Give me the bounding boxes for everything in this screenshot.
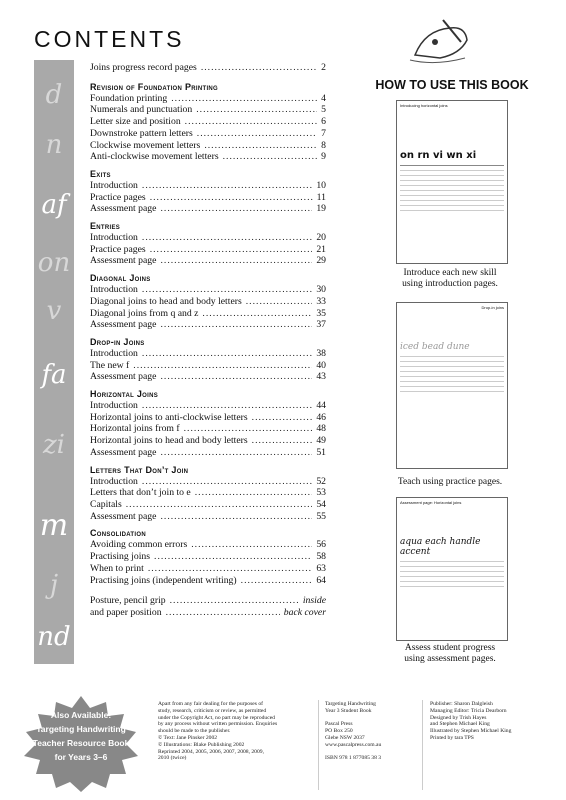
strip-letter: n [45, 130, 63, 160]
caption-line: Teach using practice pages. [397, 477, 503, 487]
toc-entry-label: Capitals [90, 498, 122, 510]
toc-section [90, 389, 326, 459]
toc-entry [90, 360, 326, 372]
thumbnail-sample: aqua each handle accent [400, 537, 481, 557]
toc-entry [90, 487, 326, 499]
toc-entry [90, 140, 326, 152]
caption-line: using introduction pages. [402, 279, 498, 289]
imprint-line: Publisher: Sharon Dalgleish [430, 701, 493, 707]
toc-entry-label: Joins progress record pages [90, 62, 197, 73]
toc-entry [90, 244, 326, 256]
toc-entry-label: Clockwise movement letters [90, 139, 201, 151]
toc-entry-page: 20 [316, 232, 326, 244]
toc-entry-page: 38 [316, 347, 326, 359]
toc-entry-label: Assessment page [90, 319, 157, 331]
toc-entry-page: 55 [316, 510, 326, 522]
toc-entry [90, 319, 326, 331]
toc-entry-page: 8 [321, 139, 326, 151]
toc-entry-page: 10 [316, 179, 326, 191]
toc-entry-label: Downstroke pattern letters [90, 127, 193, 139]
toc-entry [90, 371, 326, 383]
toc-entry [90, 435, 326, 447]
toc-entry-label: Introduction [90, 347, 138, 359]
posture-entry [90, 595, 326, 618]
toc-entry-page: 5 [321, 104, 326, 116]
toc-section [90, 528, 326, 586]
toc-entry-label: Assessment page [90, 446, 157, 458]
imprint-line: and Stephen Michael King [430, 721, 490, 728]
imprint-line: Reprinted 2004, 2005, 2006, 2007, 2008, 2009, [158, 748, 264, 755]
imprint-line: study, research, criticism or review, as permitted [158, 707, 267, 714]
imprint-line: Designed by Trish Hayes [430, 714, 487, 721]
toc-entry [90, 151, 326, 163]
toc-entry-page: 48 [316, 423, 326, 435]
pen-mascot-logo [395, 10, 485, 70]
toc-entry [90, 499, 326, 511]
toc-entry [90, 412, 326, 424]
toc-entry [90, 128, 326, 140]
toc-entry-page: 2 [321, 62, 326, 73]
toc-entry-label: Assessment page [90, 510, 157, 522]
strip-letter: m [39, 508, 69, 543]
thumbnail-caption [380, 643, 520, 665]
toc-entry-page: 6 [321, 116, 326, 128]
toc-entry-label: Assessment page [90, 203, 157, 215]
toc-entry-page: 29 [316, 255, 326, 267]
toc-entry-page: 44 [316, 400, 326, 412]
strip-letter: v [46, 296, 62, 326]
strip-letter: j [49, 570, 59, 600]
toc-entry-page: 51 [316, 446, 326, 458]
toc-section-title: Diagonal Joins [90, 273, 151, 284]
toc-section-title: Revision of Foundation Printing [90, 81, 219, 92]
toc-entry-page: 30 [316, 284, 326, 296]
promo-line: Also Available! [50, 710, 112, 720]
toc-entry-label: Numerals and punctuation [90, 104, 193, 116]
promo-line: Targeting Handwriting [36, 724, 126, 734]
page-title: CONTENTS [34, 26, 185, 52]
toc-entry-page: 35 [316, 307, 326, 319]
toc-section [90, 273, 326, 331]
toc-entry-label: When to print [90, 562, 144, 574]
toc-entry-page: 52 [316, 475, 326, 487]
toc-entry-page: 19 [316, 203, 326, 215]
toc-entry [90, 400, 326, 412]
toc-entry-label: Foundation printing [90, 92, 168, 104]
toc-entry-label: Horizontal joins to anti-clockwise letters [90, 411, 248, 423]
table-of-contents [90, 62, 326, 619]
thumbnail-header: Drop-in joins [481, 305, 504, 310]
toc-entry-label: Practice pages [90, 191, 146, 203]
toc-entry-label: Assessment page [90, 371, 157, 383]
toc-entry [90, 203, 326, 215]
imprint-line: Managing Editor: Tricia Dearborn [430, 707, 507, 714]
cursive-letters-strip [34, 60, 74, 664]
toc-section-title: Entries [90, 221, 121, 232]
toc-entry-label: Introduction [90, 475, 138, 487]
toc-entry-page: 43 [316, 371, 326, 383]
imprint-line: ISBN 978 1 877085 38 3 [325, 755, 382, 762]
thumbnail-sample: on rn vi wn xi [400, 150, 477, 161]
imprint-line: Apart from any fair dealing for the purposes of [158, 701, 264, 707]
toc-entry [90, 232, 326, 244]
copyright-notice [158, 701, 277, 762]
toc-section [90, 337, 326, 383]
thumbnail-header: Assessment page: Horizontal joins [400, 500, 462, 505]
imprint-line: © Text: Jane Pinsker 2002 [158, 734, 218, 741]
toc-entry [90, 180, 326, 192]
toc-entry-label: Introduction [90, 284, 138, 296]
toc-entry-page: inside [302, 595, 326, 607]
toc-entry [90, 296, 326, 308]
strip-letter: d [45, 80, 63, 110]
toc-entry [90, 62, 326, 74]
toc-entry-page: 63 [316, 562, 326, 574]
toc-entry-label: Introduction [90, 179, 138, 191]
toc-entry-label: Introduction [90, 400, 138, 412]
imprint-line: © Illustrations: Blake Publishing 2002 [158, 741, 245, 748]
toc-entry-label: Practice pages [90, 243, 146, 255]
credits [430, 701, 511, 742]
toc-entry [90, 255, 326, 267]
toc-entry-page: 7 [321, 127, 326, 139]
caption-line: using assessment pages. [404, 654, 496, 664]
toc-entry [90, 539, 326, 551]
toc-entry-label: Diagonal joins from q and z [90, 307, 199, 319]
toc-section [90, 169, 326, 215]
toc-entry-label: and paper position [90, 606, 162, 618]
toc-entry-page: 4 [321, 92, 326, 104]
imprint-line: PO Box 250 [325, 728, 353, 735]
toc-entry-page: 46 [316, 411, 326, 423]
caption-line: Introduce each new skill [403, 268, 497, 278]
toc-entry-label: Practising joins (independent writing) [90, 574, 237, 586]
toc-entry-page: back cover [283, 606, 326, 618]
toc-entry-label: The new f [90, 359, 130, 371]
toc-entry [90, 284, 326, 296]
imprint-line: www.pascalpress.com.au [325, 741, 382, 748]
strip-letter: on [37, 248, 71, 278]
toc-entry-label: Anti-clockwise movement letters [90, 151, 219, 163]
thumbnail-sample: iced bead dune [400, 342, 470, 352]
toc-entry [90, 308, 326, 320]
toc-entry [90, 563, 326, 575]
toc-entry-page: 9 [321, 151, 326, 163]
imprint-line: Year 3 Student Book [325, 707, 372, 714]
practice-page-thumbnail [396, 302, 508, 469]
toc-entry-page: 58 [316, 551, 326, 563]
toc-entry-label: Diagonal joins to head and body letters [90, 295, 242, 307]
toc-entry [90, 116, 326, 128]
toc-section-title: Horizontal Joins [90, 389, 159, 400]
toc-entry-label: Horizontal joins from f [90, 423, 180, 435]
imprint-line: by any process without written permission. Enquiries [158, 721, 278, 728]
toc-entry [90, 104, 326, 116]
toc-entry [90, 423, 326, 435]
imprint-line: Glebe NSW 2037 [325, 734, 365, 741]
toc-entry [90, 551, 326, 563]
toc-entry [90, 575, 326, 587]
imprint-line: 2010 (twice) [158, 755, 187, 762]
thumbnail-header: Introducing horizontal joins [400, 103, 448, 108]
thumbnail-caption [380, 268, 520, 290]
imprint-line: under the Copyright Act, no part may be reproduced [158, 714, 275, 721]
thumbnail-caption [380, 477, 520, 488]
toc-section [90, 221, 326, 267]
toc-entry [90, 476, 326, 488]
imprint-line: Printed by tara TPS [430, 734, 474, 741]
publication-details [325, 701, 381, 762]
imprint-line: Targeting Handwriting [325, 701, 376, 707]
toc-entry [90, 192, 326, 204]
toc-section-title: Consolidation [90, 528, 146, 539]
toc-entry-label: Letter size and position [90, 116, 181, 128]
toc-entry-label: Horizontal joins to head and body letters [90, 435, 248, 447]
toc-section [90, 465, 326, 523]
strip-letter: fa [41, 360, 67, 390]
assessment-page-thumbnail [396, 497, 508, 641]
promo-line: for Years 3–6 [54, 752, 108, 762]
toc-entry-page: 54 [316, 498, 326, 510]
also-available-badge [14, 694, 148, 794]
promo-line: Teacher Resource Book [32, 738, 130, 748]
how-to-heading: HOW TO USE THIS BOOK [375, 78, 529, 92]
toc-entry-page: 33 [316, 295, 326, 307]
toc-section-title: Letters That Don’t Join [90, 464, 189, 475]
toc-entry-page: 37 [316, 319, 326, 331]
toc-entry-label: Assessment page [90, 255, 157, 267]
toc-entry-page: 49 [316, 435, 326, 447]
toc-entry [90, 511, 326, 523]
toc-entry-page: 56 [316, 539, 326, 551]
toc-entry-label: Letters that don’t join to e [90, 487, 191, 499]
caption-line: Assess student progress [404, 643, 496, 653]
imprint-line [325, 715, 381, 722]
toc-entry-label: Posture, pencil grip [90, 595, 166, 607]
toc-entry-page: 64 [316, 574, 326, 586]
introduction-page-thumbnail [396, 100, 508, 264]
imprint-line [325, 749, 381, 756]
toc-entry-label: Introduction [90, 232, 138, 244]
toc-section-title: Exits [90, 168, 111, 179]
toc-entry-label: Avoiding common errors [90, 539, 188, 551]
strip-letter: zi [42, 430, 65, 460]
toc-entry-label: Practising joins [90, 551, 151, 563]
toc-entry [90, 447, 326, 459]
imprint-line: should be made to the publisher. [158, 728, 231, 735]
strip-letter: af [41, 190, 67, 220]
toc-entry-page: 40 [316, 359, 326, 371]
toc-entry [90, 93, 326, 105]
imprint-line: Illustrated by Stephen Michael King [430, 728, 512, 735]
imprint-line: Pascal Press [325, 721, 353, 728]
strip-letter: nd [37, 622, 71, 652]
toc-entry-page: 11 [316, 191, 326, 203]
toc-entry-page: 21 [316, 243, 326, 255]
toc-entry-page: 53 [316, 487, 326, 499]
toc-section [90, 82, 326, 163]
toc-entry [90, 348, 326, 360]
toc-section-title: Drop-in Joins [90, 336, 145, 347]
